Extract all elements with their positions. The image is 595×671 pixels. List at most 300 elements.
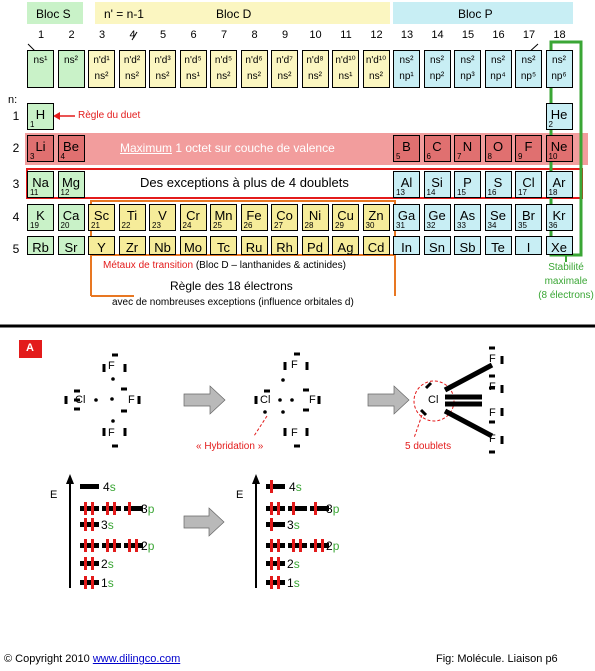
element-symbol: Xe xyxy=(551,240,567,255)
element-symbol: Se xyxy=(490,208,506,223)
config-line: ns² xyxy=(308,71,322,82)
orbital-l: s xyxy=(293,518,300,532)
orbital-label-2p xyxy=(326,539,339,553)
transition-metals-label xyxy=(103,260,346,271)
electron-arrow xyxy=(299,539,302,552)
electron-arrow xyxy=(91,576,94,589)
element-Ni xyxy=(302,204,329,231)
element-Rh xyxy=(271,236,298,255)
atomic-number: 36 xyxy=(548,221,558,230)
group-number-17: 17 xyxy=(522,29,536,41)
atomic-number: 15 xyxy=(457,188,466,197)
config-line: np¹ xyxy=(399,71,414,82)
config-line: n'd¹ xyxy=(93,55,110,66)
config-line: ns² xyxy=(491,55,505,66)
config-line: ns² xyxy=(399,55,414,66)
orbital-n: 1 xyxy=(101,576,108,590)
orbital-n: 2 xyxy=(141,539,148,553)
element-Co xyxy=(271,204,298,231)
electron-arrow xyxy=(277,557,280,570)
config-cell-2 xyxy=(58,50,85,88)
element-symbol: Ag xyxy=(337,240,354,255)
bloc-p-label: Bloc P xyxy=(458,7,493,21)
electron-arrow xyxy=(84,502,87,515)
orbital-n: 3 xyxy=(101,518,108,532)
config-line: n'd³ xyxy=(154,55,171,66)
config-line: ns¹ xyxy=(33,55,48,66)
element-Cl xyxy=(515,171,542,198)
element-symbol: Ca xyxy=(62,208,80,223)
element-Mo xyxy=(180,236,207,255)
f2-atom-top: F xyxy=(291,359,298,371)
electron-arrow xyxy=(277,576,280,589)
orbital-label-3p xyxy=(326,502,339,516)
element-Fe xyxy=(241,204,268,231)
element-N xyxy=(454,135,481,162)
element-symbol: Zn xyxy=(368,208,384,223)
element-symbol: Li xyxy=(35,139,46,154)
energy-axis-left-label: E xyxy=(50,489,58,501)
element-symbol: O xyxy=(492,139,504,154)
orbital-l: s xyxy=(295,480,302,494)
orbital-box xyxy=(80,522,99,527)
electron-arrow xyxy=(277,539,280,552)
doublets-label: 5 doublets xyxy=(405,441,452,452)
config-line: ns² xyxy=(521,55,536,66)
element-Nb xyxy=(149,236,176,255)
orbital-box xyxy=(80,506,99,511)
element-Ru xyxy=(241,236,268,255)
orbital-box xyxy=(80,561,99,566)
group-number-9: 9 xyxy=(281,29,289,41)
orbital-label-2s xyxy=(287,557,300,571)
atomic-number: 22 xyxy=(121,221,131,230)
element-Br xyxy=(515,204,542,231)
orbital-label-4s xyxy=(103,480,116,494)
metaux-red: Métaux de transition xyxy=(103,260,194,271)
orbital-label-3s xyxy=(101,518,114,532)
n-prime-label: n' = n-1 xyxy=(104,7,144,21)
atomic-number: 10 xyxy=(548,152,558,161)
group-number-13: 13 xyxy=(400,29,414,41)
electron-arrow xyxy=(135,539,138,552)
element-K xyxy=(27,204,54,231)
electron-arrow xyxy=(113,502,116,515)
element-C xyxy=(424,135,451,162)
element-He xyxy=(546,103,573,130)
orbital-n: 4 xyxy=(103,480,110,494)
element-Be xyxy=(58,135,85,162)
rule18-sub: avec de nombreuses exceptions (influence orbitales d) xyxy=(112,297,354,308)
config-cell-1 xyxy=(27,50,54,88)
electron-arrow xyxy=(270,480,273,493)
config-line: np⁶ xyxy=(551,71,567,82)
element-Rb xyxy=(27,236,54,255)
atomic-number: 25 xyxy=(213,221,222,230)
atomic-number: 30 xyxy=(365,221,375,230)
copyright xyxy=(4,653,180,665)
copyright-text: © Copyright 2010 xyxy=(4,653,93,665)
element-Ca xyxy=(58,204,85,231)
element-Ti xyxy=(119,204,146,231)
config-cell-10 xyxy=(302,50,329,88)
n-label: n: xyxy=(8,94,18,106)
config-line: np² xyxy=(429,71,445,82)
atomic-number: 17 xyxy=(518,188,527,197)
electron-arrow xyxy=(270,502,273,515)
electron-arrow xyxy=(128,502,131,515)
config-cell-4 xyxy=(119,50,146,88)
config-line: n'd¹⁰ xyxy=(365,55,387,66)
octet-label xyxy=(120,141,335,155)
element-Cr xyxy=(180,204,207,231)
group-number-2: 2 xyxy=(68,29,75,41)
element-symbol: B xyxy=(402,139,411,154)
element-symbol: He xyxy=(550,107,568,122)
config-cell-12 xyxy=(363,50,390,88)
atomic-number: 19 xyxy=(30,221,39,230)
element-symbol: Ge xyxy=(428,208,446,223)
element-Sr xyxy=(58,236,85,255)
electron-arrow xyxy=(84,518,87,531)
element-symbol: I xyxy=(526,240,531,255)
element-Li xyxy=(27,135,54,162)
element-Pd xyxy=(302,236,329,255)
element-symbol: H xyxy=(35,107,46,122)
cl2-atom: Cl xyxy=(260,394,271,406)
element-B xyxy=(393,135,420,162)
electron-arrow xyxy=(84,576,87,589)
config-line: np³ xyxy=(460,71,475,82)
element-symbol: Mo xyxy=(183,240,203,255)
orbital-n: 1 xyxy=(287,576,294,590)
electron-arrow xyxy=(106,502,109,515)
config-cell-6 xyxy=(180,50,207,88)
config-cell-3 xyxy=(88,50,115,88)
element-Tc xyxy=(210,236,237,255)
stability-line-3: (8 électrons) xyxy=(538,290,594,301)
element-Y xyxy=(88,236,115,255)
config-line: ns² xyxy=(155,71,170,82)
electron-arrow xyxy=(277,502,280,515)
element-Ag xyxy=(332,236,359,255)
period-number-3: 3 xyxy=(12,177,20,191)
electron-arrow xyxy=(292,539,295,552)
element-symbol: In xyxy=(401,240,412,255)
config-line: n'd⁸ xyxy=(306,55,324,66)
electron-arrow xyxy=(91,518,94,531)
group-number-1: 1 xyxy=(37,29,45,41)
orbital-l: p xyxy=(332,539,340,553)
site-link[interactable]: www.dilingco.com xyxy=(92,653,181,665)
orbital-label-2s xyxy=(101,557,114,571)
electron-arrow xyxy=(321,539,324,552)
config-line: ns² xyxy=(125,71,139,82)
element-Na xyxy=(27,171,54,198)
stability-line-2: maximale xyxy=(544,276,588,287)
element-Zr xyxy=(119,236,146,255)
orbital-box xyxy=(288,506,307,511)
f2-atom-right: F xyxy=(309,394,316,406)
element-symbol: Cr xyxy=(186,208,200,223)
orbital-l: p xyxy=(147,539,155,553)
element-symbol: Fe xyxy=(246,208,262,223)
orbital-box xyxy=(266,543,285,548)
group-number-12: 12 xyxy=(370,29,383,41)
config-line: np⁵ xyxy=(520,71,537,82)
electron-arrow xyxy=(270,518,273,531)
element-symbol: V xyxy=(158,208,167,223)
element-F xyxy=(515,135,542,162)
electron-arrow xyxy=(292,502,295,515)
group-number-5: 5 xyxy=(159,29,167,41)
element-S xyxy=(485,171,512,198)
element-symbol: Ni xyxy=(308,208,322,223)
config-line: n'd⁵ xyxy=(214,55,233,66)
element-symbol: Rb xyxy=(32,240,49,255)
atomic-number: 32 xyxy=(426,221,436,230)
config-cell-13 xyxy=(393,50,420,88)
atomic-number: 2 xyxy=(548,120,553,129)
electron-arrow xyxy=(314,539,317,552)
element-symbol: Ti xyxy=(126,208,138,223)
config-line: n'd¹⁰ xyxy=(335,55,356,66)
period-number-4: 4 xyxy=(12,210,20,224)
element-Zn xyxy=(363,204,390,231)
orbital-n: 2 xyxy=(101,557,108,571)
orbital-n: 3 xyxy=(141,502,148,516)
element-Sb xyxy=(454,236,481,255)
element-Mg xyxy=(58,171,85,198)
config-line: ns² xyxy=(277,71,292,82)
config-line: ns¹ xyxy=(186,71,200,82)
element-Cd xyxy=(363,236,390,255)
element-symbol: Si xyxy=(431,175,443,190)
element-Ar xyxy=(546,171,573,198)
period-number-5: 5 xyxy=(12,242,20,256)
f-atom-top: F xyxy=(108,360,115,372)
element-symbol: Tc xyxy=(217,240,230,255)
atomic-number: 3 xyxy=(30,152,35,161)
element-symbol: Cl xyxy=(522,175,535,190)
atomic-number: 7 xyxy=(457,152,462,161)
atomic-number: 20 xyxy=(60,221,70,230)
element-symbol: Nb xyxy=(154,240,171,255)
orbital-box xyxy=(266,522,285,527)
element-symbol: Pd xyxy=(307,240,323,255)
config-cell-18 xyxy=(546,50,573,88)
atomic-number: 31 xyxy=(396,221,405,230)
element-I xyxy=(515,236,542,255)
element-Sc xyxy=(88,204,115,231)
element-symbol: Y xyxy=(97,240,106,255)
element-symbol: Sn xyxy=(429,240,445,255)
orbital-l: s xyxy=(107,518,114,532)
element-symbol: Mn xyxy=(214,208,233,223)
hybridation-label: « Hybridation » xyxy=(196,441,264,452)
element-symbol: Cd xyxy=(367,240,385,255)
config-line: ns¹ xyxy=(338,71,353,82)
config-line: n'd⁶ xyxy=(245,55,263,66)
electron-arrow xyxy=(128,539,131,552)
config-line: np⁴ xyxy=(490,71,506,82)
group-number-16: 16 xyxy=(492,29,505,41)
element-Kr xyxy=(546,204,573,231)
group-number-18: 18 xyxy=(553,29,566,41)
element-symbol: Co xyxy=(276,208,293,223)
orbital-box xyxy=(266,484,285,489)
element-symbol: K xyxy=(36,208,45,223)
element-symbol: C xyxy=(432,139,442,154)
config-line: ns² xyxy=(247,71,261,82)
energy-axis-right-label: E xyxy=(236,489,244,501)
orbital-l: s xyxy=(107,576,114,590)
stability-label xyxy=(532,261,595,303)
element-Ga xyxy=(393,204,420,231)
f3-atom-3: F xyxy=(489,407,496,419)
element-symbol: As xyxy=(459,208,476,223)
f-atom-bottom: F xyxy=(108,427,115,439)
element-symbol: Sr xyxy=(64,240,78,255)
bloc-s-label: Bloc S xyxy=(36,7,71,21)
element-Mn xyxy=(210,204,237,231)
config-line: ns² xyxy=(460,55,475,66)
atomic-number: 13 xyxy=(396,188,405,197)
group-number-15: 15 xyxy=(461,29,475,41)
reaction-arrows xyxy=(184,386,409,536)
element-Sn xyxy=(424,236,451,255)
orbital-n: 3 xyxy=(326,502,333,516)
element-Cu xyxy=(332,204,359,231)
element-In xyxy=(393,236,420,255)
config-line: ns² xyxy=(369,71,383,82)
group-number-8: 8 xyxy=(251,29,258,41)
f3-atom-4: F xyxy=(489,433,496,445)
element-symbol: Mg xyxy=(61,175,81,190)
orbitals-ground-state xyxy=(80,484,143,589)
config-cell-7 xyxy=(210,50,237,88)
element-symbol: Ru xyxy=(245,240,263,255)
atomic-number: 11 xyxy=(30,188,39,197)
orbital-label-3s xyxy=(287,518,300,532)
config-line: ns² xyxy=(216,71,231,82)
rule18-label: Règle des 18 électrons xyxy=(170,279,293,293)
element-symbol: N xyxy=(462,139,473,154)
element-symbol: Cu xyxy=(337,208,354,223)
atomic-number: 8 xyxy=(487,152,492,161)
element-symbol: Br xyxy=(522,208,535,223)
element-symbol: S xyxy=(493,175,503,190)
orbital-box xyxy=(288,543,307,548)
element-V xyxy=(149,204,176,231)
electron-arrow xyxy=(91,557,94,570)
element-symbol: F xyxy=(524,139,533,154)
group-number-6: 6 xyxy=(190,29,197,41)
element-symbol: Te xyxy=(491,240,505,255)
element-symbol: Sb xyxy=(459,240,476,255)
f-atom-right: F xyxy=(128,394,135,406)
element-symbol: Kr xyxy=(552,208,566,223)
badge-a-text: A xyxy=(26,342,34,354)
group-number-10: 10 xyxy=(309,29,322,41)
element-Si xyxy=(424,171,451,198)
config-cell-5 xyxy=(149,50,176,88)
atomic-number: 21 xyxy=(91,221,100,230)
element-Ne xyxy=(546,135,573,162)
group-number-3: 3 xyxy=(98,29,106,41)
group-number-11: 11 xyxy=(340,29,352,41)
config-line: ns² xyxy=(430,55,444,66)
orbital-box xyxy=(266,506,285,511)
orbital-box xyxy=(80,543,99,548)
orbital-box xyxy=(266,580,285,585)
f3-atom-2: F xyxy=(489,381,496,393)
electron-arrow xyxy=(270,557,273,570)
electron-arrow xyxy=(106,539,109,552)
orbital-l: s xyxy=(293,557,300,571)
figure-caption: Fig: Molécule. Liaison p6 xyxy=(436,653,558,665)
config-line: n'd⁷ xyxy=(276,55,293,66)
orbital-n: 4 xyxy=(289,480,296,494)
f3-atom-1: F xyxy=(489,353,496,365)
orbital-l: s xyxy=(109,480,116,494)
orbital-l: s xyxy=(107,557,114,571)
atomic-number: 9 xyxy=(518,152,523,161)
config-cell-8 xyxy=(241,50,268,88)
config-cell-16 xyxy=(485,50,512,88)
element-symbol: Ar xyxy=(552,175,566,190)
orbital-box xyxy=(266,561,285,566)
group-number-7: 7 xyxy=(220,29,228,41)
duet-rule-label: Règle du duet xyxy=(78,110,141,121)
element-symbol: Be xyxy=(63,139,79,154)
atomic-number: 12 xyxy=(60,188,70,197)
f2-atom-bottom: F xyxy=(291,427,298,439)
atomic-number: 26 xyxy=(243,221,253,230)
stability-line-1: Stabilité xyxy=(548,262,584,273)
element-As xyxy=(454,204,481,231)
orbital-l: p xyxy=(147,502,155,516)
atomic-number: 16 xyxy=(487,188,497,197)
orbital-n: 2 xyxy=(287,557,294,571)
config-cell-17 xyxy=(515,50,542,88)
config-line: ns² xyxy=(94,71,109,82)
orbital-box xyxy=(80,484,99,489)
element-symbol: Ga xyxy=(397,208,416,223)
atomic-number: 14 xyxy=(426,188,436,197)
electron-arrow xyxy=(84,557,87,570)
element-Xe xyxy=(546,236,573,255)
config-cell-15 xyxy=(454,50,481,88)
electron-arrow xyxy=(314,502,317,515)
group-number-14: 14 xyxy=(431,29,444,41)
atomic-number: 33 xyxy=(457,221,466,230)
orbital-l: p xyxy=(332,502,340,516)
element-symbol: Zr xyxy=(125,240,139,255)
element-symbol: Rh xyxy=(276,240,293,255)
orbital-n: 2 xyxy=(326,539,333,553)
element-symbol: Al xyxy=(400,175,413,190)
orbital-label-2p xyxy=(141,539,154,553)
cl3-atom: Cl xyxy=(428,394,439,406)
element-symbol: Na xyxy=(32,175,49,190)
orbital-box xyxy=(102,543,121,548)
element-H xyxy=(27,103,54,130)
electron-arrow xyxy=(91,502,94,515)
orbital-label-3p xyxy=(141,502,154,516)
atomic-number: 29 xyxy=(335,221,344,230)
config-line: n'd⁵ xyxy=(184,55,202,66)
